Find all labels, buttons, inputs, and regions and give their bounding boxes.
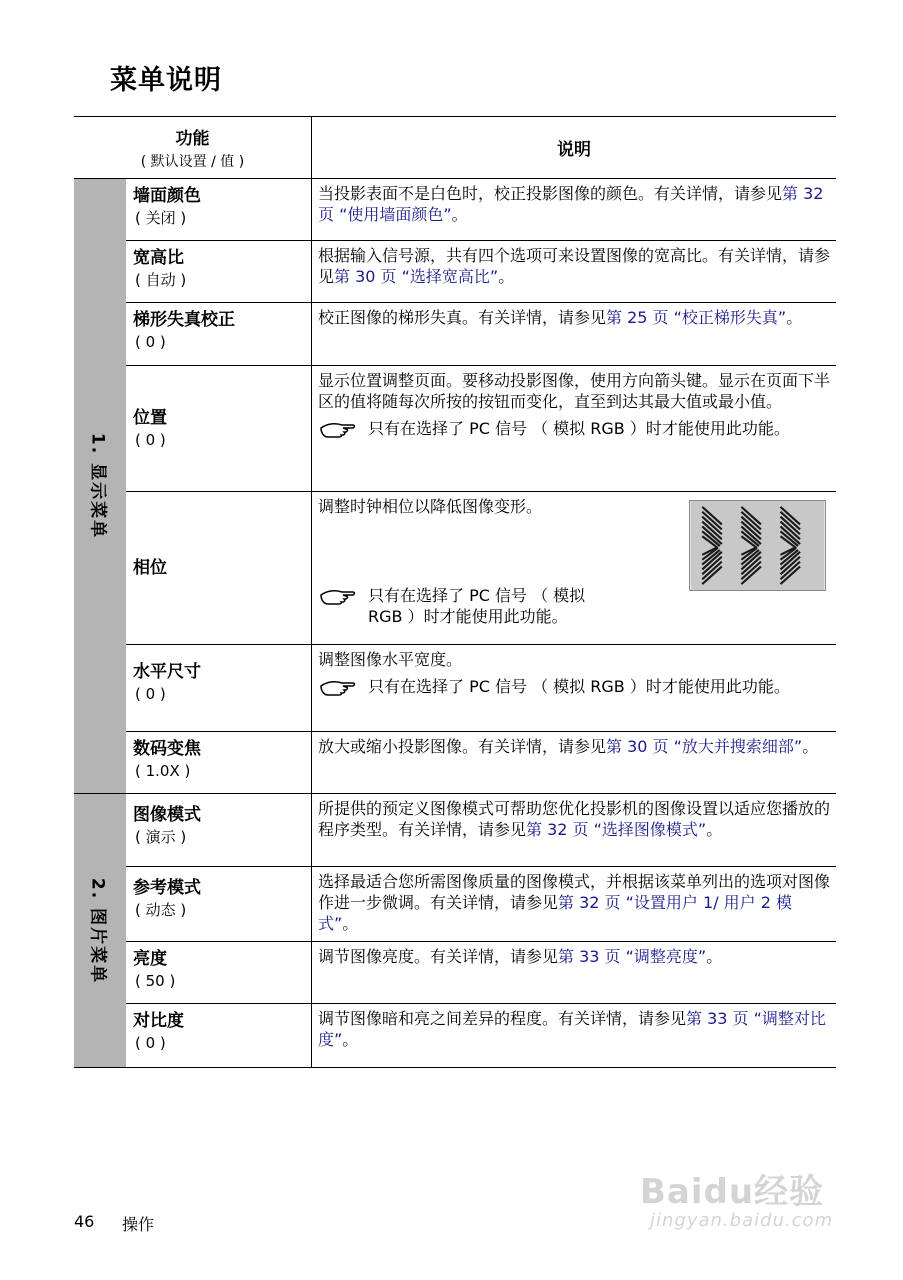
desc-text: 显示位置调整页面。要移动投影图像，使用方向箭头键。显示在页面下半区的值将随每次所按的按钮而变化，直至到达其最大值或最小值。 bbox=[318, 371, 831, 411]
func-value: ( 0 ) bbox=[135, 685, 166, 703]
phase-pattern-image bbox=[689, 500, 826, 591]
table-row bbox=[126, 491, 836, 644]
func-cell bbox=[126, 492, 312, 644]
desc-tail: 。 bbox=[786, 308, 803, 327]
section-display-menu bbox=[74, 179, 836, 794]
func-name: 位置 bbox=[133, 407, 167, 428]
desc-text: 根据输入信号源，共有四个选项可来设置图像的宽高比。有关详情，请参见 bbox=[318, 246, 831, 286]
desc-text: 所提供的预定义图像模式可帮助您优化投影机的图像设置以适应您播放的程序类型。有关详情，请参见 bbox=[318, 799, 831, 839]
func-cell bbox=[126, 794, 312, 866]
page-link[interactable]: 第 25 页 “校正梯形失真” bbox=[606, 308, 787, 327]
desc-tail: 。 bbox=[342, 1030, 359, 1049]
func-name: 墙面颜色 bbox=[133, 186, 201, 206]
pointing-hand-icon bbox=[318, 585, 368, 627]
watermark-logo: Baidu经验 bbox=[640, 1172, 825, 1212]
section-label-cell bbox=[74, 179, 126, 793]
desc-text: 当投影表面不是白色时，校正投影图像的颜色。有关详情，请参见 bbox=[318, 184, 783, 203]
page-link[interactable]: 第 33 页 “调整对比度” bbox=[318, 1009, 826, 1049]
note-text: 只有在选择了 PC 信号 （ 模拟 RGB ）时才能使用此功能。 bbox=[368, 677, 790, 696]
pointing-hand-icon bbox=[318, 418, 368, 445]
desc-tail: 。 bbox=[451, 205, 468, 224]
func-cell bbox=[126, 366, 312, 491]
note bbox=[318, 418, 830, 445]
desc-cell bbox=[312, 241, 836, 302]
table-row bbox=[126, 240, 836, 302]
page-link[interactable]: 第 33 页 “调整亮度” bbox=[558, 947, 707, 966]
func-value: ( 自动 ) bbox=[135, 271, 187, 289]
func-value: ( 1.0X ) bbox=[135, 762, 191, 780]
page-link[interactable]: 第 30 页 “选择宽高比” bbox=[334, 267, 499, 286]
func-value: ( 动态 ) bbox=[135, 901, 187, 919]
func-name: 数码变焦 bbox=[133, 739, 201, 759]
desc-tail: 。 bbox=[802, 737, 819, 756]
desc-cell bbox=[312, 794, 836, 866]
func-name: 宽高比 bbox=[133, 248, 184, 268]
table-row bbox=[126, 794, 836, 866]
table-row bbox=[126, 731, 836, 793]
table-row bbox=[126, 1003, 836, 1067]
footer-section: 操作 bbox=[122, 1215, 155, 1234]
desc-cell bbox=[312, 366, 836, 491]
header-desc: 说明 bbox=[557, 140, 591, 160]
func-value: ( 演示 ) bbox=[135, 828, 187, 846]
func-cell bbox=[126, 942, 312, 1003]
func-name: 对比度 bbox=[133, 1011, 184, 1031]
table-row bbox=[126, 179, 836, 240]
note-line: 只有在选择了 PC 信号 （ 模拟 bbox=[368, 586, 586, 605]
desc-cell bbox=[312, 1004, 836, 1067]
func-name: 相位 bbox=[133, 558, 167, 578]
table-row bbox=[126, 866, 836, 941]
func-cell bbox=[126, 179, 312, 240]
desc-cell bbox=[312, 645, 836, 731]
section-label-cell bbox=[74, 794, 126, 1067]
func-name: 参考模式 bbox=[133, 878, 201, 898]
menu-table bbox=[74, 116, 836, 1068]
desc-text: 调节图像暗和亮之间差异的程度。有关详情，请参见 bbox=[318, 1009, 687, 1028]
func-value: ( 50 ) bbox=[135, 972, 176, 990]
page-number: 46 bbox=[74, 1212, 95, 1231]
section-label: 1. 显示菜单 bbox=[87, 432, 108, 540]
func-cell bbox=[126, 645, 312, 731]
desc-text: 调整时钟相位以降低图像变形。 bbox=[318, 497, 543, 516]
func-value: ( 0 ) bbox=[135, 333, 166, 351]
table-row bbox=[126, 365, 836, 491]
func-name: 梯形失真校正 bbox=[133, 310, 235, 330]
func-name: 亮度 bbox=[133, 949, 167, 969]
desc-cell bbox=[312, 867, 836, 941]
desc-tail: 。 bbox=[706, 947, 723, 966]
func-cell bbox=[126, 1004, 312, 1067]
func-cell bbox=[126, 241, 312, 302]
header-func-sub: ( 默认设置 / 值 ) bbox=[140, 154, 245, 170]
table-row bbox=[126, 644, 836, 731]
note bbox=[318, 676, 830, 703]
watermark-url: jingyan.baidu.com bbox=[650, 1210, 834, 1231]
page-link[interactable]: 第 32 页 “选择图像模式” bbox=[526, 820, 707, 839]
note-text: 只有在选择了 PC 信号 （ 模拟 RGB ）时才能使用此功能。 bbox=[368, 419, 790, 438]
watermark bbox=[640, 1150, 860, 1240]
func-cell bbox=[126, 303, 312, 365]
page-link[interactable]: 第 32 页 “使用墙面颜色” bbox=[318, 184, 824, 224]
func-cell bbox=[126, 867, 312, 941]
func-name: 水平尺寸 bbox=[133, 662, 201, 682]
header-func: 功能 bbox=[175, 129, 210, 149]
desc-cell bbox=[312, 179, 836, 240]
func-name: 图像模式 bbox=[133, 805, 201, 825]
table-header bbox=[74, 116, 836, 179]
header-func-cell bbox=[74, 117, 312, 178]
desc-tail: 。 bbox=[498, 267, 515, 286]
page-link[interactable]: 第 30 页 “放大并搜索细部” bbox=[606, 737, 803, 756]
page-link[interactable]: 第 32 页 “设置用户 1/ 用户 2 模式” bbox=[318, 893, 793, 933]
note bbox=[318, 585, 830, 627]
desc-tail: 。 bbox=[342, 914, 359, 933]
pointing-hand-icon bbox=[318, 676, 368, 703]
note-line: RGB ）时才能使用此功能。 bbox=[368, 607, 568, 626]
section-picture-menu bbox=[74, 794, 836, 1068]
section-label: 2. 图片菜单 bbox=[87, 877, 108, 984]
table-row bbox=[126, 302, 836, 365]
desc-text: 选择最适合您所需图像质量的图像模式，并根据该菜单列出的选项对图像作进一步微调。有关详情，请参见 bbox=[318, 872, 831, 912]
func-cell bbox=[126, 732, 312, 793]
desc-text: 调整图像水平宽度。 bbox=[318, 650, 463, 669]
page-title: 菜单说明 bbox=[110, 65, 222, 96]
desc-tail: 。 bbox=[706, 820, 723, 839]
desc-cell bbox=[312, 942, 836, 1003]
func-value: ( 0 ) bbox=[135, 1034, 166, 1052]
table-row bbox=[126, 941, 836, 1003]
note-text bbox=[368, 585, 830, 627]
func-value: ( 0 ) bbox=[135, 430, 166, 449]
desc-cell bbox=[312, 732, 836, 793]
desc-cell bbox=[312, 492, 836, 644]
desc-cell bbox=[312, 303, 836, 365]
desc-text: 放大或缩小投影图像。有关详情，请参见 bbox=[318, 737, 607, 756]
desc-text: 调节图像亮度。有关详情，请参见 bbox=[318, 947, 559, 966]
func-value: ( 关闭 ) bbox=[135, 209, 187, 227]
desc-text: 校正图像的梯形失真。有关详情，请参见 bbox=[318, 308, 607, 327]
